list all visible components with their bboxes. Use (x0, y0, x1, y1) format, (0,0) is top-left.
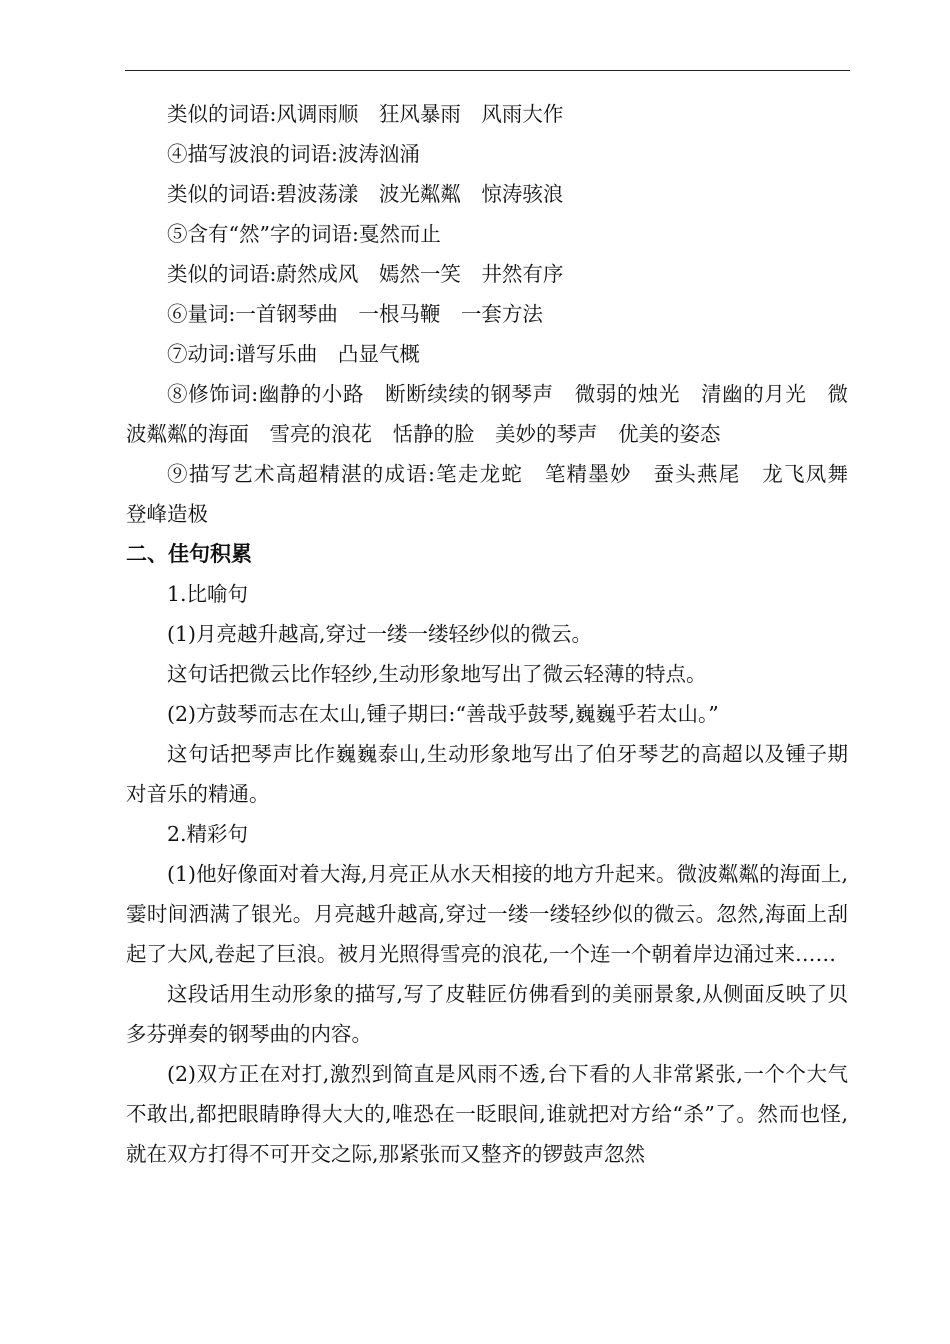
paragraph: 类似的词语:风调雨顺 狂风暴雨 风雨大作 (167, 102, 564, 126)
paragraph: 1.比喻句 (167, 582, 249, 606)
paragraph: 这段话用生动形象的描写,写了皮鞋匠仿佛看到的美丽景象,从侧面反映了贝多芬弹奏的钢琴曲的内容。 (126, 982, 848, 1046)
paragraph: (1)月亮越升越高,穿过一缕一缕轻纱似的微云。 (167, 622, 593, 646)
paragraph: ⑧修饰词:幽静的小路 断断续续的钢琴声 微弱的烛光 清幽的月光 微波粼粼的海面 雪亮的浪花 恬静的脸 美妙的琴声 优美的姿态 (126, 382, 848, 446)
section-heading: 二、佳句积累 (126, 542, 252, 566)
paragraph: (2)方鼓琴而志在太山,锺子期曰:“善哉乎鼓琴,巍巍乎若太山。” (167, 702, 719, 726)
paragraph: 这句话把琴声比作巍巍泰山,生动形象地写出了伯牙琴艺的高超以及锺子期对音乐的精通。 (126, 742, 848, 806)
header-rule (125, 70, 850, 71)
document-body (126, 94, 869, 1174)
paragraph: (2)双方正在对打,激烈到简直是风雨不透,台下看的人非常紧张,一个个大气不敢出,都把眼睛睁得大大的,唯恐在一眨眼间,谁就把对方给“杀”了。然而也怪,就在双方打得不可开交之际,那紧张而又整齐的锣鼓声忽然 (126, 1062, 848, 1166)
paragraph: 2.精彩句 (167, 822, 249, 846)
paragraph: 类似的词语:蔚然成风 嫣然一笑 井然有序 (167, 262, 564, 286)
paragraph: (1)他好像面对着大海,月亮正从水天相接的地方升起来。微波粼粼的海面上,霎时间洒满了银光。月亮越升越高,穿过一缕一缕轻纱似的微云。忽然,海面上刮起了大风,卷起了巨浪。被月光照得雪亮的浪花,一个连一个朝着岸边涌过来…… (126, 862, 848, 966)
paragraph: ⑦动词:谱写乐曲 凸显气概 (167, 342, 420, 366)
paragraph: ⑨描写艺术高超精湛的成语:笔走龙蛇 笔精墨妙 蚕头燕尾 龙飞凤舞 登峰造极 (126, 462, 869, 526)
paragraph: ⑤含有“然”字的词语:戛然而止 (167, 222, 441, 246)
paragraph: ⑥量词:一首钢琴曲 一根马鞭 一套方法 (167, 302, 543, 326)
paragraph: 类似的词语:碧波荡漾 波光粼粼 惊涛骇浪 (167, 182, 564, 206)
paragraph: ④描写波浪的词语:波涛汹涌 (167, 142, 420, 166)
paragraph: 这句话把微云比作轻纱,生动形象地写出了微云轻薄的特点。 (167, 662, 707, 686)
